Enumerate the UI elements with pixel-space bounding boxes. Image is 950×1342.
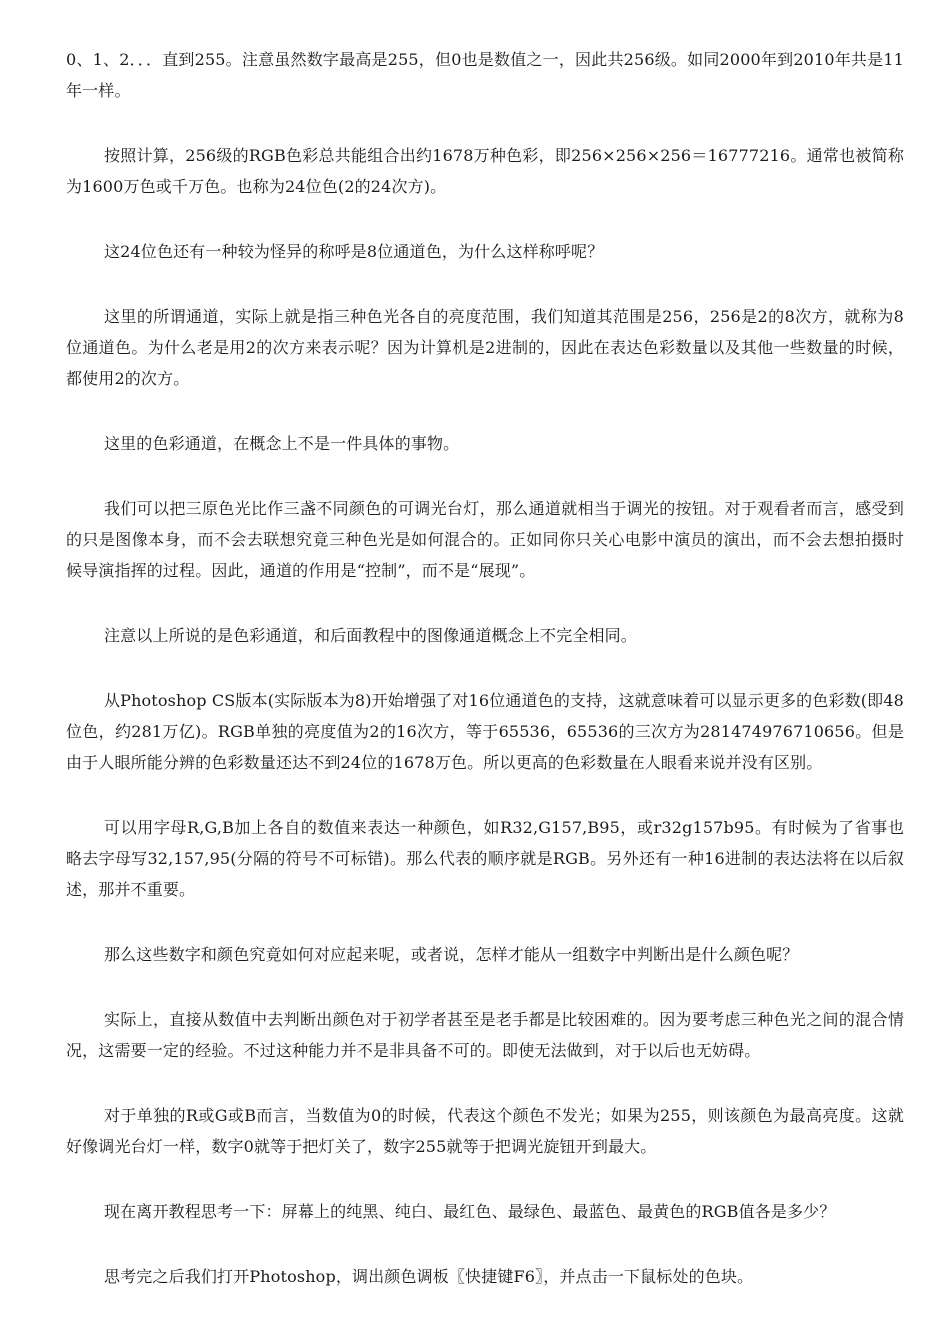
paragraph-5: 这里的色彩通道，在概念上不是一件具体的事物。 — [104, 434, 460, 453]
paragraph-2: 按照计算，256级的RGB色彩总共能组合出约1678万种色彩，即256×256×256＝16777216。通常也被简称为1600万色或千万色。也称为24位色(2的24次方)。 — [66, 146, 904, 196]
paragraph-11: 实际上，直接从数值中去判断出颜色对于初学者甚至是老手都是比较困难的。因为要考虑三种色光之间的混合情况，这需要一定的经验。不过这种能力并不是非具备不可的。即使无法做到，对于以后也无妨碍。 — [66, 1010, 904, 1060]
paragraph-6: 我们可以把三原色光比作三盏不同颜色的可调光台灯，那么通道就相当于调光的按钮。对于观看者而言，感受到的只是图像本身，而不会去联想究竟三种色光是如何混合的。正如同你只关心电影中演员的演出，而不会去想拍摄时候导演指挥的过程。因此，通道的作用是“控制”，而不是“展现”。 — [66, 499, 904, 580]
paragraph-9: 可以用字母R,G,B加上各自的数值来表达一种颜色，如R32,G157,B95，或r32g157b95。有时候为了省事也略去字母写32,157,95(分隔的符号不可标错)。那么代表的顺序就是RGB。另外还有一种16进制的表达法将在以后叙述，那并不重要。 — [66, 818, 904, 899]
paragraph-1: 0、1、2．．．直到255。注意虽然数字最高是255，但0也是数值之一，因此共256级。如同2000年到2010年共是11年一样。 — [66, 50, 904, 100]
paragraph-4: 这里的所谓通道，实际上就是指三种色光各自的亮度范围，我们知道其范围是256，256是2的8次方，就称为8位通道色。为什么老是用2的次方来表示呢？因为计算机是2进制的，因此在表达色彩数量以及其他一些数量的时候，都使用2的次方。 — [66, 307, 904, 388]
paragraph-7: 注意以上所说的是色彩通道，和后面教程中的图像通道概念上不完全相同。 — [104, 626, 637, 645]
paragraph-14: 思考完之后我们打开Photoshop，调出颜色调板〖快捷键F6〗，并点击一下鼠标处的色块。 — [104, 1267, 754, 1286]
document-body — [66, 44, 904, 1326]
paragraph-3: 这24位色还有一种较为怪异的称呼是8位通道色，为什么这样称呼呢？ — [104, 242, 604, 261]
paragraph-8: 从Photoshop CS版本(实际版本为8)开始增强了对16位通道色的支持，这就意味着可以显示更多的色彩数(即48位色，约281万亿)。RGB单独的亮度值为2的16次方，等于65536，65536的三次方为281474976710656。但是由于人眼所能分辨的色彩数量还达不到24位的1678万色。所以更高的色彩数量在人眼看来说并没有区别。 — [66, 691, 904, 772]
paragraph-12: 对于单独的R或G或B而言，当数值为0的时候，代表这个颜色不发光；如果为255，则该颜色为最高亮度。这就好像调光台灯一样，数字0就等于把灯关了，数字255就等于把调光旋钮开到最大。 — [66, 1106, 904, 1156]
paragraph-13: 现在离开教程思考一下：屏幕上的纯黑、纯白、最红色、最绿色、最蓝色、最黄色的RGB值各是多少？ — [104, 1202, 836, 1221]
paragraph-10: 那么这些数字和颜色究竟如何对应起来呢，或者说，怎样才能从一组数字中判断出是什么颜色呢？ — [104, 945, 799, 964]
